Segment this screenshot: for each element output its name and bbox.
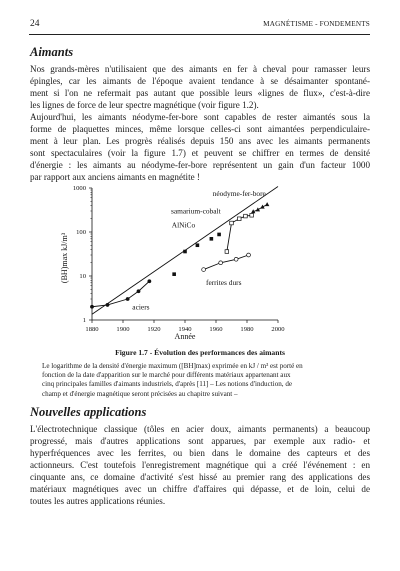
text-line: les lignes de force de leur spectre magnétique (voir figure 1.2).	[30, 100, 259, 110]
x-tick-label: 1960	[209, 326, 223, 333]
data-point	[202, 268, 206, 272]
paragraph-aimants-1	[30, 63, 370, 111]
x-tick-label: 2000	[271, 326, 285, 333]
text-line: matériaux magnétiques avec un chiffre d'affaires qui dépasse, et de loin, celui de	[30, 484, 370, 494]
section-title-applications: Nouvelles applications	[30, 405, 147, 419]
chart-axes	[60, 188, 278, 341]
text-line: progressé, mais d'autres applications sont apparues, par exemple aux radio- et	[30, 436, 370, 446]
series-line-4	[253, 205, 267, 212]
data-point	[244, 214, 248, 218]
x-tick-label: 1980	[240, 326, 254, 333]
data-point	[250, 213, 254, 217]
series-label: samarium-cobalt	[170, 206, 221, 216]
text-line: par rapport aux anciens aimants en magnétite !	[30, 172, 200, 182]
x-axis-label: Année	[174, 332, 196, 341]
section-title-aimants: Aimants	[30, 45, 74, 59]
text-line: ment à leur plan. Les progrès réalisés depuis 150 ans avec les aimants permanents	[30, 136, 370, 146]
data-point	[230, 221, 234, 225]
x-tick-label: 1880	[85, 326, 99, 333]
text-line: actionneurs. C'est toutefois l'enregistrement magnétique qui a créé l'événement : en	[30, 460, 370, 470]
text-line: épingles, car les aimants de l'époque avaient tendance à se désaimanter spontané-	[30, 76, 370, 86]
series-label: AlNiCo	[171, 220, 196, 230]
series-label: ferrites durs	[205, 278, 242, 288]
page-number: 24	[30, 19, 40, 29]
chart-labels	[132, 189, 266, 311]
figure-note	[42, 362, 360, 399]
figure-caption: Figure 1.7 - Évolution des performances des aimants	[115, 348, 285, 357]
data-point	[126, 297, 130, 301]
text-line: cinquante ans, ce domaine d'activité s'est hissé au premier rang des applications des	[30, 472, 370, 482]
data-point	[137, 289, 141, 293]
text-line: hyperfréquences avec les ferrites, ou bien dans le domaine des capteurs et des	[30, 448, 370, 458]
data-point	[106, 303, 110, 307]
data-point	[210, 237, 214, 241]
text-line: sont spectaculaires (voir la figure 1.7) et peuvent se chiffrer en termes de densité	[30, 148, 370, 158]
paragraph-applications	[30, 423, 370, 507]
chart-series	[90, 202, 269, 308]
text-line: L'électrotechnique classique (tôles en acier doux, aimants permanents) a beaucoup	[30, 424, 370, 434]
data-point	[183, 250, 187, 254]
x-tick-label: 1940	[178, 326, 192, 333]
data-point	[237, 217, 241, 221]
note-line: cinq principales familles d'aimants industriels, d'après [11] – Les notions d'induction, de	[42, 380, 293, 389]
series-line-2	[204, 255, 249, 270]
text-line: d'énergie : les aimants au néodyme-fer-bore représentent un gain d'un facteur 1000	[30, 160, 370, 170]
data-point	[265, 202, 269, 206]
data-point	[234, 257, 238, 261]
y-axis-label: (BH)max kJ/m³	[60, 232, 69, 284]
data-point	[172, 272, 176, 276]
y-tick-label: 100	[76, 229, 86, 237]
paragraph-aimants-2	[30, 111, 370, 183]
text-line: toutes les autres applications réunies.	[30, 496, 166, 506]
header-rule	[29, 34, 370, 35]
data-point	[225, 250, 229, 254]
note-line: champ et d'énergie magnétique seront précisées au chapitre suivant –	[42, 389, 238, 398]
note-line: fonction de la date d'apparition sur le marché pour différents matériaux appartenant aux	[42, 371, 291, 380]
figure-magnet-performance	[30, 180, 300, 350]
series-label: néodyme-fer-bore	[212, 189, 266, 199]
y-tick-label: 1	[82, 317, 86, 325]
text-line: Nos grands-mères n'utilisaient que des aimants en fer à cheval pour ramasser leurs	[30, 64, 370, 74]
text-line: Aujourd'hui, les aimants néodyme-fer-bore sont capables de rester aimantés sous la	[30, 112, 370, 122]
note-line: Le logarithme de la densité d'énergie maximum ([BH]max) exprimée en kJ / m³ est porté en	[42, 362, 303, 370]
series-label: aciers	[132, 302, 150, 312]
text-line: ment si l'on ne refermait pas autant que possible leurs «lignes de flux», c'est-à-dire	[30, 88, 370, 98]
data-point	[217, 233, 221, 237]
data-point	[147, 279, 151, 283]
text-line: forme de plaquettes minces, même lorsque celles-ci sont aimantées perpendiculaire-	[30, 124, 370, 134]
y-tick-label: 10	[79, 273, 86, 281]
x-tick-label: 1900	[116, 326, 130, 333]
x-tick-label: 1920	[147, 326, 161, 333]
data-point	[247, 253, 251, 257]
chart-energy-density	[30, 180, 300, 345]
data-point	[196, 243, 200, 247]
running-title: MAGNÉTISME - FONDEMENTS	[263, 20, 370, 28]
data-point	[90, 305, 94, 309]
data-point	[219, 261, 223, 265]
y-tick-label: 1000	[72, 185, 86, 193]
